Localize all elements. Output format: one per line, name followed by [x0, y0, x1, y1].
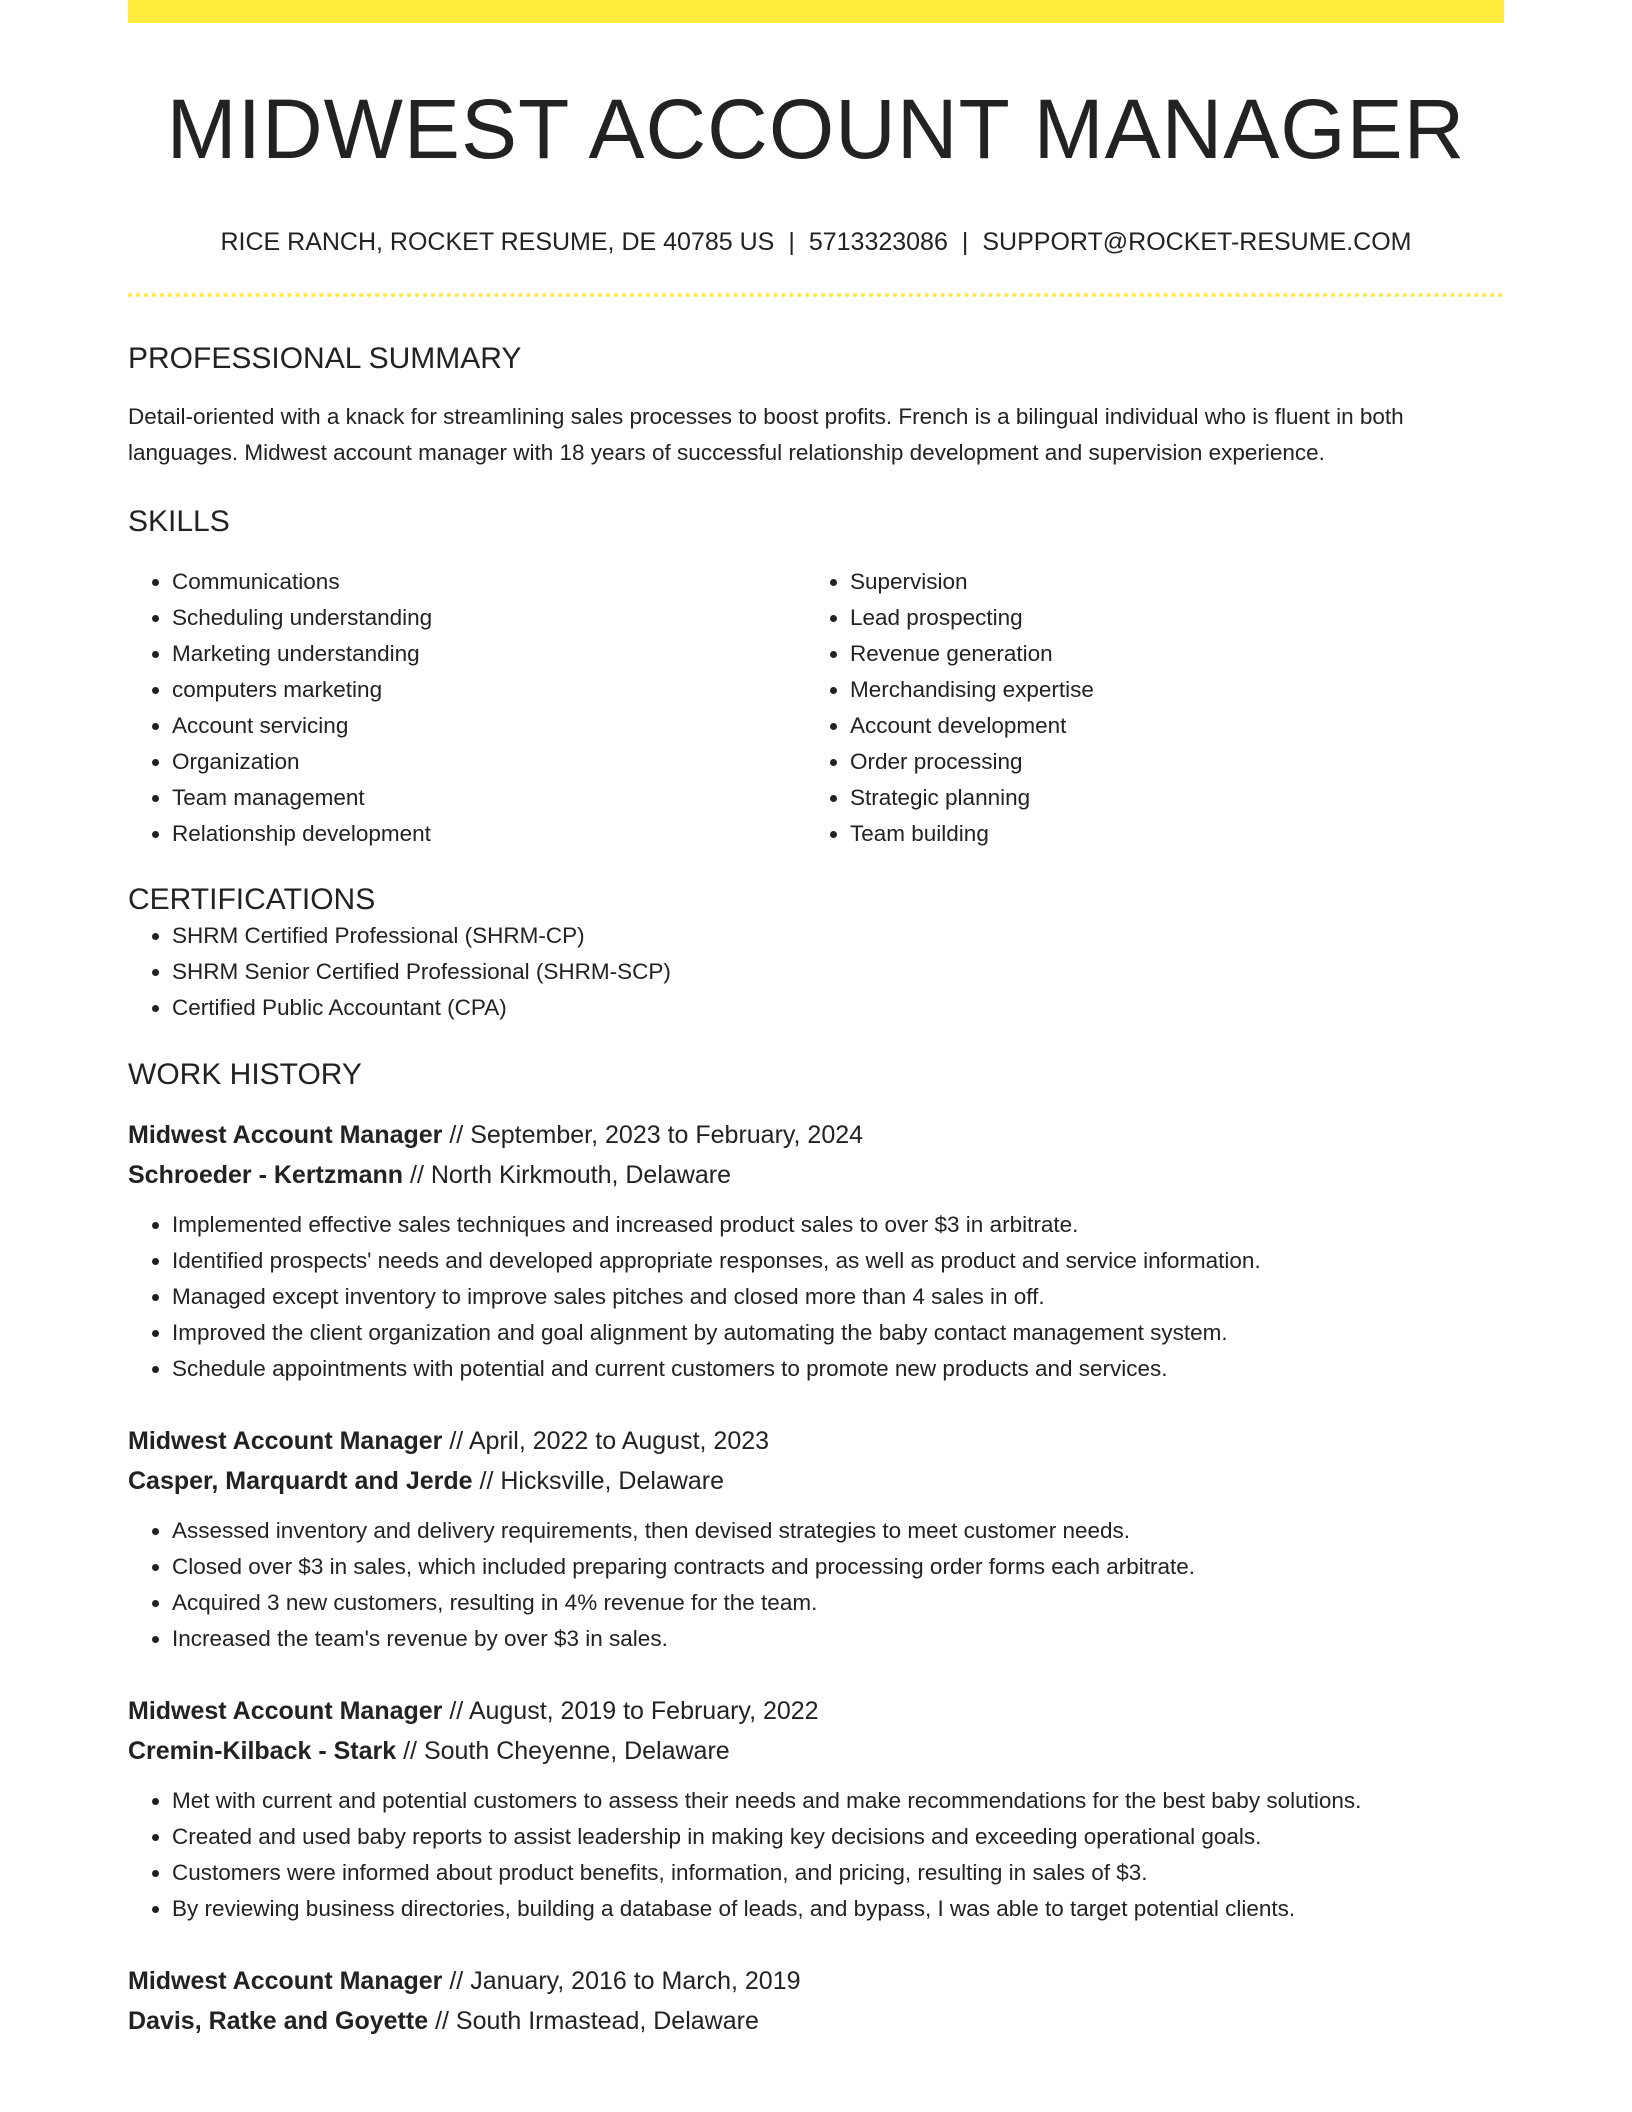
job-bullet: • Acquired 3 new customers, resulting in 4% revenue for the team.	[172, 1585, 1504, 1621]
job-company-line	[128, 1461, 1504, 1501]
skills-column-left	[128, 564, 806, 852]
job-bullet: • Customers were informed about product benefits, information, and pricing, resulting in sales of $3.	[172, 1855, 1504, 1891]
job-separator: //	[403, 1161, 431, 1190]
summary-heading: PROFESSIONAL SUMMARY	[128, 342, 522, 376]
skill-item: • Relationship development	[172, 816, 806, 852]
accent-bar	[128, 0, 1504, 23]
job-bullet: • Implemented effective sales techniques and increased product sales to over $3 in arbitrate.	[172, 1207, 1504, 1243]
skills-heading: SKILLS	[128, 505, 230, 539]
work-history-list	[128, 1115, 1504, 2041]
skill-item: • Lead prospecting	[850, 600, 1484, 636]
skills-grid	[128, 564, 1504, 852]
resume-page	[128, 0, 1504, 2041]
job-company: Casper, Marquardt and Jerde	[128, 1467, 473, 1496]
skills-column-right	[806, 564, 1484, 852]
job-location: South Irmastead, Delaware	[455, 2007, 759, 2036]
job-bullet: • Increased the team's revenue by over $3 in sales.	[172, 1621, 1504, 1657]
contact-email[interactable]: SUPPORT@ROCKET-RESUME.COM	[982, 228, 1412, 257]
certification-item: • SHRM Certified Professional (SHRM-CP)	[172, 918, 1504, 954]
job-bullets	[128, 1783, 1504, 1927]
job-bullet: • By reviewing business directories, building a database of leads, and bypass, I was able to target potential clients.	[172, 1891, 1504, 1927]
job-role: Midwest Account Manager	[128, 1427, 443, 1456]
job-title-line	[128, 1961, 1504, 2001]
job-bullet: • Created and used baby reports to assist leadership in making key decisions and exceeding operational goals.	[172, 1819, 1504, 1855]
job-title-line	[128, 1691, 1504, 1731]
job-bullet: • Schedule appointments with potential and current customers to promote new products and services.	[172, 1351, 1504, 1387]
skill-item: • computers marketing	[172, 672, 806, 708]
job-separator: //	[442, 1967, 471, 1996]
job-dates: January, 2016 to March, 2019	[470, 1967, 801, 1996]
job-title-line	[128, 1115, 1504, 1155]
job-entry	[128, 1961, 1504, 2041]
job-entry	[128, 1691, 1504, 1927]
skill-item: • Strategic planning	[850, 780, 1484, 816]
certifications-heading: CERTIFICATIONS	[128, 883, 376, 917]
job-bullet: • Closed over $3 in sales, which included preparing contracts and processing order forms each arbitrate.	[172, 1549, 1504, 1585]
job-role: Midwest Account Manager	[128, 1121, 443, 1150]
job-bullet: • Improved the client organization and goal alignment by automating the baby contact management system.	[172, 1315, 1504, 1351]
job-dates: September, 2023 to February, 2024	[470, 1121, 864, 1150]
job-location: South Cheyenne, Delaware	[423, 1737, 730, 1766]
contact-separator: |	[788, 228, 795, 257]
skill-item: • Merchandising expertise	[850, 672, 1484, 708]
skill-item: • Marketing understanding	[172, 636, 806, 672]
job-company-line	[128, 2001, 1504, 2041]
job-dates: August, 2019 to February, 2022	[468, 1697, 819, 1726]
job-bullets	[128, 1207, 1504, 1387]
job-bullet: • Assessed inventory and delivery requirements, then devised strategies to meet customer needs.	[172, 1513, 1504, 1549]
job-role: Midwest Account Manager	[128, 1967, 443, 1996]
summary-text: Detail-oriented with a knack for streamlining sales processes to boost profits. French is a bilingual individual who is fluent in both languages. Midwest account manager with 18 years of successful relationship development and supervision experience.	[128, 404, 1404, 466]
job-company-line	[128, 1731, 1504, 1771]
job-separator: //	[428, 2007, 456, 2036]
job-location: North Kirkmouth, Delaware	[430, 1161, 731, 1190]
job-separator: //	[442, 1427, 469, 1456]
job-entry	[128, 1421, 1504, 1657]
skill-item: • Account development	[850, 708, 1484, 744]
contact-line	[128, 228, 1504, 257]
skill-item: • Communications	[172, 564, 806, 600]
job-entry	[128, 1115, 1504, 1387]
job-separator: //	[442, 1121, 471, 1150]
certification-item: • Certified Public Accountant (CPA)	[172, 990, 1504, 1026]
contact-address: RICE RANCH, ROCKET RESUME, DE 40785 US	[220, 228, 775, 257]
skill-item: • Team building	[850, 816, 1484, 852]
job-bullet: • Identified prospects' needs and developed appropriate responses, as well as product and service information.	[172, 1243, 1504, 1279]
skills-list-left	[128, 564, 806, 852]
job-separator: //	[472, 1467, 501, 1496]
job-title-line	[128, 1421, 1504, 1461]
certifications-list	[128, 918, 1504, 1026]
skill-item: • Scheduling understanding	[172, 600, 806, 636]
contact-separator: |	[961, 228, 969, 257]
job-location: Hicksville, Delaware	[500, 1467, 725, 1496]
job-bullets	[128, 1513, 1504, 1657]
contact-phone: 5713323086	[808, 228, 948, 257]
skill-item: • Team management	[172, 780, 806, 816]
skill-item: • Account servicing	[172, 708, 806, 744]
skill-item: • Organization	[172, 744, 806, 780]
job-bullet: • Met with current and potential customers to assess their needs and make recommendations for the best baby solutions.	[172, 1783, 1504, 1819]
skill-item: • Revenue generation	[850, 636, 1484, 672]
certification-item: • SHRM Senior Certified Professional (SHRM-SCP)	[172, 954, 1504, 990]
job-role: Midwest Account Manager	[128, 1697, 443, 1726]
skill-item: • Supervision	[850, 564, 1484, 600]
dotted-divider	[128, 293, 1504, 297]
job-separator: //	[442, 1697, 469, 1726]
job-company: Cremin-Kilback - Stark	[128, 1737, 397, 1766]
work-history-heading: WORK HISTORY	[128, 1058, 362, 1092]
job-separator: //	[396, 1737, 424, 1766]
job-company: Schroeder - Kertzmann	[128, 1161, 404, 1190]
job-bullet: • Managed except inventory to improve sales pitches and closed more than 4 sales in off.	[172, 1279, 1504, 1315]
skill-item: • Order processing	[850, 744, 1484, 780]
skills-list-right	[806, 564, 1484, 852]
job-company: Davis, Ratke and Goyette	[128, 2007, 429, 2036]
job-dates: April, 2022 to August, 2023	[468, 1427, 770, 1456]
resume-name: MIDWEST ACCOUNT MANAGER	[166, 82, 1466, 176]
job-company-line	[128, 1155, 1504, 1195]
